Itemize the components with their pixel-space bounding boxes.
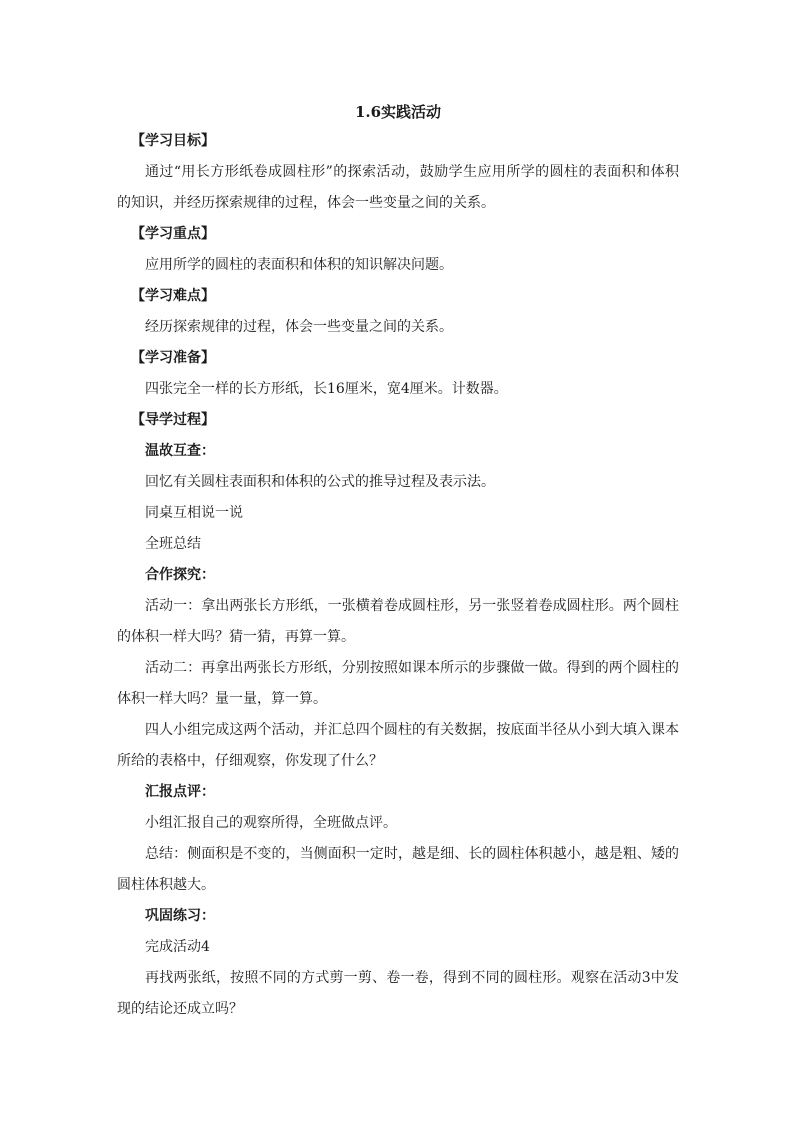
activity2-line2: 体积一样大吗？量一量，算一算。 <box>117 691 327 707</box>
goal-text-line1: 通过“用长方形纸卷成圆柱形”的探索活动，鼓励学生应用所学的圆柱的表面积和体积 <box>145 164 679 180</box>
practice-line3: 现的结论还成立吗？ <box>117 1001 243 1017</box>
review-heading: 温故互查： <box>145 443 215 459</box>
activity1-line1: 活动一：拿出两张长方形纸，一张横着卷成圆柱形，另一张竖着卷成圆柱形。两个圆柱 <box>145 598 679 614</box>
activity1-line2: 的体积一样大吗？猜一猜，再算一算。 <box>117 629 355 645</box>
practice-heading: 巩固练习： <box>145 908 215 924</box>
review-line3: 全班总结 <box>145 536 201 552</box>
explore-heading: 合作探究： <box>145 567 215 583</box>
group-activity-line2: 所给的表格中，仔细观察，你发现了什么？ <box>117 753 383 769</box>
practice-line1: 完成活动4 <box>145 939 210 955</box>
key-heading: 【学习重点】 <box>131 226 215 242</box>
process-heading: 【导学过程】 <box>131 412 215 428</box>
practice-line2: 再找两张纸，按照不同的方式剪一剪、卷一卷，得到不同的圆柱形。观察在活动3中发 <box>145 970 679 986</box>
prep-text: 四张完全一样的长方形纸，长16厘米，宽4厘米。计数器。 <box>145 381 508 397</box>
difficulty-text: 经历探索规律的过程，体会一些变量之间的关系。 <box>145 319 453 335</box>
review-line2: 同桌互相说一说 <box>145 505 243 521</box>
report-line1: 小组汇报自己的观察所得，全班做点评。 <box>145 815 397 831</box>
difficulty-heading: 【学习难点】 <box>131 288 215 304</box>
review-line1: 回忆有关圆柱表面积和体积的公式的推导过程及表示法。 <box>145 474 495 490</box>
goal-heading: 【学习目标】 <box>131 133 215 149</box>
summary-line2: 圆柱体积越大。 <box>117 877 215 893</box>
key-text: 应用所学的圆柱的表面积和体积的知识解决问题。 <box>145 257 453 273</box>
page-title: 1.6实践活动 <box>354 103 442 121</box>
document-page <box>117 98 679 1025</box>
group-activity-line1: 四人小组完成这两个活动，并汇总四个圆柱的有关数据，按底面半径从小到大填入课本 <box>145 722 679 738</box>
activity2-line1: 活动二：再拿出两张长方形纸，分别按照如课本所示的步骤做一做。得到的两个圆柱的 <box>145 660 679 676</box>
report-heading: 汇报点评： <box>145 784 215 800</box>
summary-line1: 总结：侧面积是不变的，当侧面积一定时，越是细、长的圆柱体积越小，越是粗、矮的 <box>145 846 679 862</box>
prep-heading: 【学习准备】 <box>131 350 215 366</box>
goal-text-line2: 的知识，并经历探索规律的过程，体会一些变量之间的关系。 <box>117 195 495 211</box>
